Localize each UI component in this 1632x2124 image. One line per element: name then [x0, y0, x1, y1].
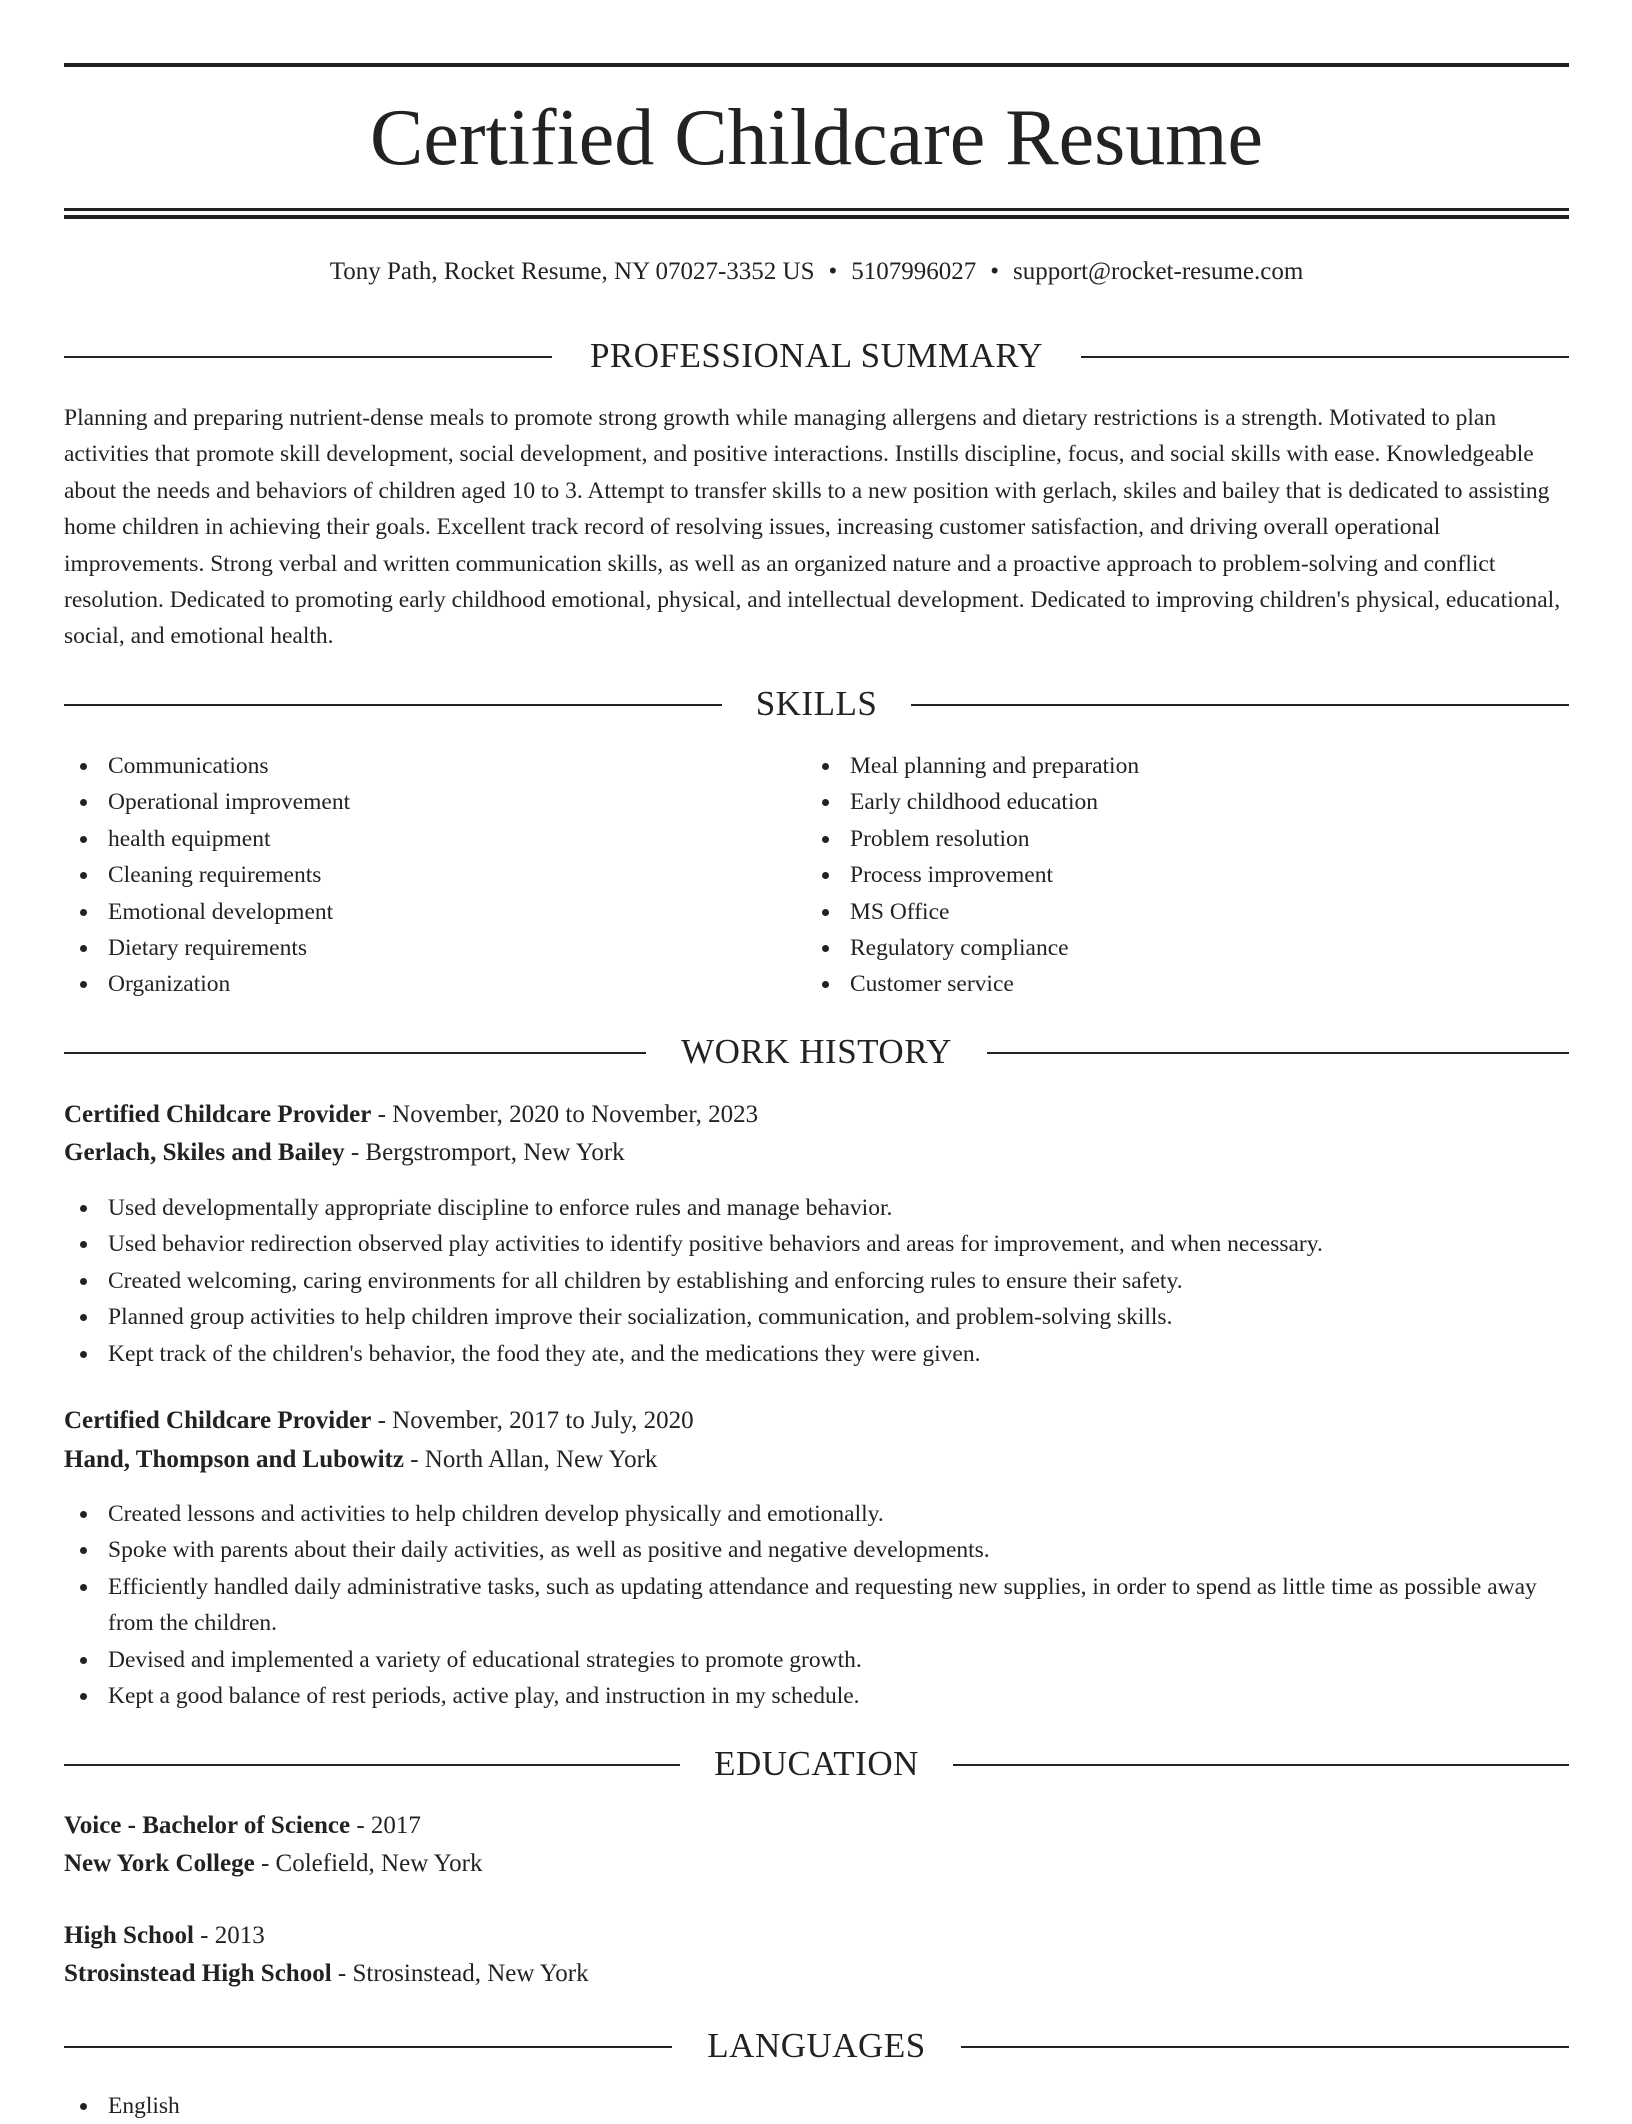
- languages-list: [64, 2088, 1569, 2124]
- section-title-skills: SKILLS: [755, 684, 878, 723]
- job-company-line: [64, 1442, 1569, 1478]
- duty-item: Kept track of the children's behavior, the food they ate, and the medications they were given.: [64, 1336, 1569, 1372]
- graduation-year: - 2013: [193, 1922, 265, 1949]
- duty-item: Planned group activities to help children improve their socialization, communication, and problem-solving skills.: [64, 1299, 1569, 1335]
- duty-item: Devised and implemented a variety of educational strategies to promote growth.: [64, 1642, 1569, 1678]
- degree-line: [64, 1808, 1569, 1844]
- job-location: - North Allan, New York: [403, 1446, 658, 1473]
- section-heading-work: [64, 1032, 1569, 1072]
- job-location: - Bergstromport, New York: [344, 1139, 625, 1166]
- skills-column-left: [64, 748, 784, 1003]
- top-rule: [64, 63, 1569, 67]
- skill-item: health equipment: [64, 821, 784, 857]
- degree: High School: [64, 1922, 194, 1949]
- section-title-education: EDUCATION: [714, 1744, 919, 1783]
- job-company-line: [64, 1135, 1569, 1171]
- section-heading-education: [64, 1744, 1569, 1784]
- skill-item: Customer service: [806, 966, 1526, 1002]
- heading-rule: [987, 1052, 1569, 1054]
- duty-item: Used behavior redirection observed play activities to identify positive behaviors and areas for improvement, and when necessary.: [64, 1226, 1569, 1262]
- language-item: English: [64, 2088, 1569, 2124]
- school-line: [64, 1846, 1569, 1882]
- skill-item: Meal planning and preparation: [806, 748, 1526, 784]
- graduation-year: - 2017: [350, 1812, 421, 1839]
- job-dates: - November, 2020 to November, 2023: [371, 1101, 759, 1128]
- school-location: - Strosinstead, New York: [331, 1960, 589, 1987]
- skill-item: Operational improvement: [64, 784, 784, 820]
- duty-item: Created welcoming, caring environments for all children by establishing and enforcing rules to ensure their safety.: [64, 1263, 1569, 1299]
- skill-item: MS Office: [806, 894, 1526, 930]
- skills-column-right: [806, 748, 1526, 1003]
- section-title-work: WORK HISTORY: [681, 1032, 952, 1071]
- skill-item: Cleaning requirements: [64, 857, 784, 893]
- languages-block: [64, 2088, 1569, 2124]
- section-heading-summary: [64, 336, 1569, 376]
- school-name: Strosinstead High School: [64, 1960, 332, 1987]
- skill-item: Dietary requirements: [64, 930, 784, 966]
- contact-line: [64, 254, 1569, 290]
- job-company: Hand, Thompson and Lubowitz: [64, 1446, 404, 1473]
- skill-item: Process improvement: [806, 857, 1526, 893]
- heading-rule: [953, 1764, 1569, 1766]
- contact-separator: •: [828, 258, 838, 285]
- skill-item: Problem resolution: [806, 821, 1526, 857]
- contact-email: support@rocket-resume.com: [1013, 258, 1304, 285]
- resume-title: Certified Childcare Resume: [369, 94, 1264, 182]
- job-title-line: [64, 1403, 1569, 1439]
- contact-address: Tony Path, Rocket Resume, NY 07027-3352 US: [329, 258, 815, 285]
- duty-item: Used developmentally appropriate discipline to enforce rules and manage behavior.: [64, 1190, 1569, 1226]
- contact-separator: •: [990, 258, 1000, 285]
- section-title-summary: PROFESSIONAL SUMMARY: [589, 336, 1044, 375]
- duty-item: Spoke with parents about their daily activities, as well as positive and negative developments.: [64, 1532, 1569, 1568]
- job-title-line: [64, 1097, 1569, 1133]
- school-name: New York College: [64, 1850, 255, 1877]
- job-title: Certified Childcare Provider: [64, 1101, 372, 1128]
- duty-item: Created lessons and activities to help children develop physically and emotionally.: [64, 1496, 1569, 1532]
- job-duties: [64, 1190, 1569, 1372]
- section-heading-skills: [64, 684, 1569, 724]
- title-rule-upper: [64, 208, 1569, 211]
- duty-item: Kept a good balance of rest periods, active play, and instruction in my schedule.: [64, 1678, 1569, 1714]
- school-location: - Colefield, New York: [254, 1850, 483, 1877]
- skill-item: Regulatory compliance: [806, 930, 1526, 966]
- duties-list: [64, 1496, 1569, 1714]
- job-company: Gerlach, Skiles and Bailey: [64, 1139, 345, 1166]
- section-title-languages: LANGUAGES: [707, 2026, 926, 2065]
- school-line: [64, 1956, 1569, 1992]
- duties-list: [64, 1190, 1569, 1372]
- skill-item: Early childhood education: [806, 784, 1526, 820]
- heading-rule: [961, 2046, 1569, 2048]
- duty-item: Efficiently handled daily administrative tasks, such as updating attendance and requesting new supplies, in order to spend as little time as possible away from the children.: [64, 1569, 1569, 1642]
- summary-text: Planning and preparing nutrient-dense meals to promote strong growth while managing allergens and dietary restrictions is a strength. Motivated to plan activities that promote skill development, social development, and positive interactions. Instills discipline, focus, and social skills with ease. Knowledgeable about the needs and behaviors of children aged 10 to 3. Attempt to transfer skills to a new position with gerlach, skiles and bailey that is dedicated to assisting home children in achieving their goals. Excellent track record of resolving issues, increasing customer satisfaction, and driving overall operational improvements. Strong verbal and written communication skills, as well as an organized nature and a proactive approach to problem-solving and conflict resolution. Dedicated to promoting early childhood emotional, physical, and intellectual development. Dedicated to improving children's physical, educational, social, and emotional health.: [64, 405, 1561, 650]
- contact-phone: 5107996027: [851, 258, 977, 285]
- skill-item: Communications: [64, 748, 784, 784]
- title-rule-lower: [64, 215, 1569, 219]
- degree-line: [64, 1918, 1569, 1954]
- heading-rule: [1081, 356, 1569, 358]
- skill-item: Emotional development: [64, 894, 784, 930]
- job-title: Certified Childcare Provider: [64, 1407, 372, 1434]
- heading-rule: [911, 704, 1569, 706]
- skills-list-left: [64, 748, 784, 1003]
- section-heading-languages: [64, 2026, 1569, 2066]
- job-duties: [64, 1496, 1569, 1714]
- skills-list-right: [806, 748, 1526, 1003]
- degree: Voice - Bachelor of Science: [64, 1812, 351, 1839]
- job-dates: - November, 2017 to July, 2020: [371, 1407, 694, 1434]
- skill-item: Organization: [64, 966, 784, 1002]
